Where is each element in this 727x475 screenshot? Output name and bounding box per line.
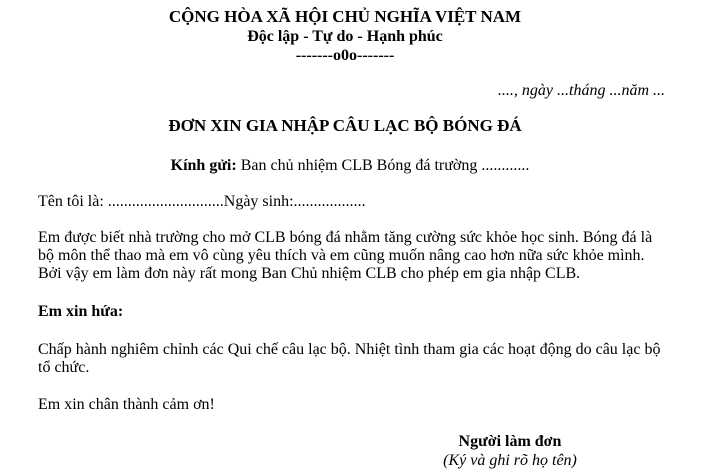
promise-line: tổ chức. (38, 359, 90, 376)
recipient-value: Ban chủ nhiệm CLB Bóng đá trường ............ (236, 157, 530, 174)
date-line: ...., ngày ...tháng ...năm ... (497, 82, 665, 99)
motto: Độc lập - Tự do - Hạnh phúc (247, 28, 443, 45)
nation-heading: CỘNG HÒA XÃ HỘI CHỦ NGHĨA VIỆT NAM (168, 7, 522, 26)
body-line: bộ môn thể thao mà em vô cùng yêu thích và em cũng muốn nâng cao hơn nữa sức khỏe mình. (38, 247, 645, 264)
thanks-line: Em xin chân thành cảm ơn! (38, 396, 215, 413)
recipient-label: Kính gửi: (170, 157, 237, 174)
separator: -------o0o------- (295, 47, 395, 64)
identity-line: Tên tôi là: .............................Ngày sinh:.................. (38, 193, 366, 210)
promise-line: Chấp hành nghiêm chỉnh các Qui chế câu lạc bộ. Nhiệt tình tham gia các hoạt động do câu lạc bộ (38, 341, 661, 358)
signature-note: (Ký và ghi rõ họ tên) (443, 452, 577, 469)
document-title: ĐƠN XIN GIA NHẬP CÂU LẠC BỘ BÓNG ĐÁ (168, 116, 522, 135)
promise-heading: Em xin hứa: (38, 303, 124, 320)
body-line: Bởi vậy em làm đơn này rất mong Ban Chủ nhiệm CLB cho phép em gia nhập CLB. (38, 265, 581, 282)
recipient-line (0, 157, 700, 175)
body-line: Em được biết nhà trường cho mở CLB bóng đá nhằm tăng cường sức khỏe học sinh. Bóng đá là (38, 229, 653, 246)
signature-role: Người làm đơn (458, 433, 562, 450)
